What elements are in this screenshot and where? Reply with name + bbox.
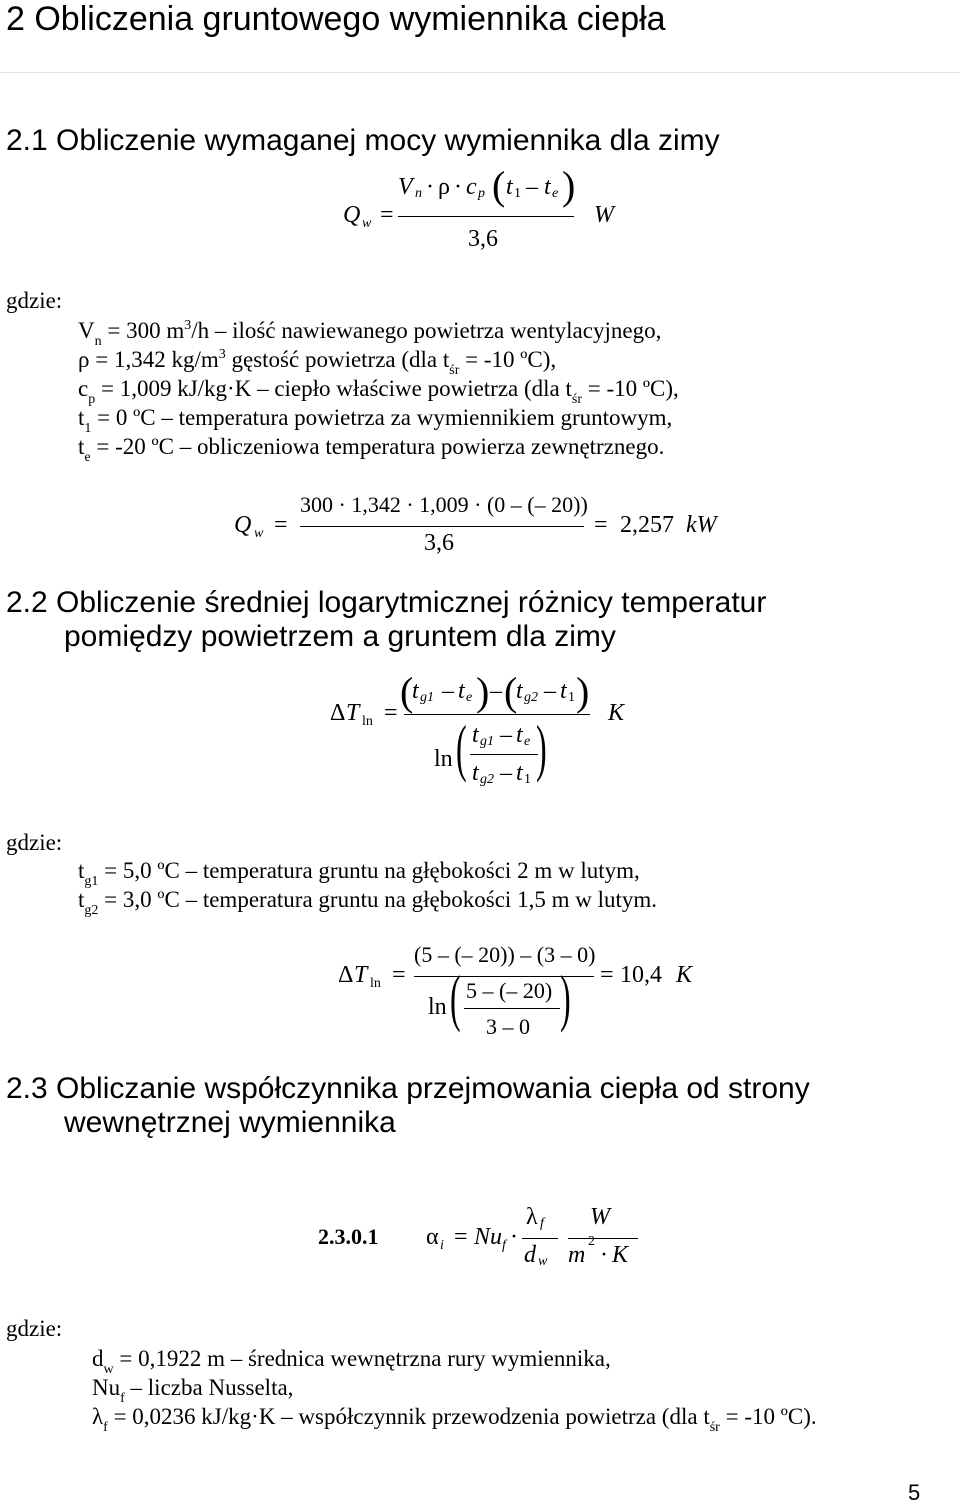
inner-fraction-bar <box>470 754 538 755</box>
unit-fraction-bar <box>568 1238 638 1239</box>
inner-fraction-bar <box>464 1008 560 1009</box>
def-vn: $V_n = 300$ $m^3/h$ – ilość nawiewanego powietrza wentylacyjnego, <box>78 318 662 349</box>
def-nuf: $Nu_f$ – liczba Nusselta, <box>92 1375 294 1406</box>
calc-qw: Q w = 300 · 1,342 · 1,009 · (0 – (– 20)) 3,6 = 2,257 kW <box>234 492 717 556</box>
page-heading: 2 Obliczenia gruntowego wymiennika ciepła <box>6 0 666 38</box>
gdzie-label-3: gdzie: <box>6 1316 63 1341</box>
def-tg1: $t_{g1} = 5,0$ ºC – temperatura gruntu na głębokości 2 m w lutym, <box>78 858 640 889</box>
fraction-bar <box>522 1238 558 1239</box>
fraction-bar <box>398 216 574 217</box>
formula-qw: Q w = V n · ρ · c p ( t 1 – t e ) 3,6 W <box>343 163 614 252</box>
section-2-1-heading: 2.1 Obliczenie wymaganej mocy wymiennika dla zimy <box>6 124 720 157</box>
calc-dtln: Δ T ln = (5 – (– 20)) – (3 – 0) ln ( 5 – (– 20) 3 – 0 ) = 10,4 K <box>338 942 693 1039</box>
section-2-2-heading-line2: pomiędzy powietrzem a gruntem dla zimy <box>64 620 616 653</box>
def-lambdaf: $\lambda_f = 0,0236$ kJ/kg·K – współczynnik przewodzenia powietrza (dla $t_{śr} = -10$ ºC). <box>92 1404 817 1435</box>
fraction-bar <box>300 526 584 527</box>
section-2-2-heading-line1: 2.2 Obliczenie średniej logarytmicznej różnicy temperatur <box>6 586 767 619</box>
def-t1: $t_1 = 0$ ºC – temperatura powietrza za wymiennikiem gruntowym, <box>78 405 673 436</box>
section-2-3-heading-line1: 2.3 Obliczanie współczynnika przejmowania ciepła od strony <box>6 1072 810 1105</box>
heading-separator <box>0 72 960 73</box>
def-tg2: $t_{g2} = 3,0$ ºC – temperatura gruntu na głębokości 1,5 m w lutym. <box>78 887 657 918</box>
gdzie-label-1: gdzie: <box>6 288 63 313</box>
def-dw: $d_w = 0,1922$ m – średnica wewnętrzna rury wymiennika, <box>92 1346 611 1377</box>
gdzie-label-2: gdzie: <box>6 830 63 855</box>
section-2-3-heading-line2: wewnętrznej wymiennika <box>64 1106 396 1139</box>
fraction-bar <box>404 714 590 715</box>
formula-dtln: Δ T ln = ( t g1 – t e ) – ( t g2 – t 1 ) ln ( t g1 – t e t g2 – t 1 ) K <box>330 669 625 787</box>
def-te: $t_e = -20$ ºC – obliczeniowa temperatura powierza zewnętrznego. <box>78 434 665 465</box>
page-number: 5 <box>908 1480 921 1505</box>
def-rho: ρ = 1,342 $kg/m^3$ gęstość powietrza (dla $t_{śr} = -10$ ºC), <box>78 347 557 378</box>
formula-alpha: 2.3.0.1 α i = Nu f · λ f d w W m 2 · K <box>318 1200 658 1280</box>
def-cp: $c_p = 1,009$ kJ/kg·K – ciepło właściwe powietrza (dla $t_{śr} = -10$ ºC), <box>78 376 679 407</box>
